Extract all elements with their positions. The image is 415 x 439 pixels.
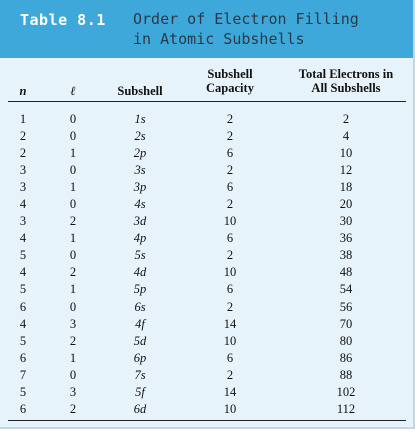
header-capacity [180, 67, 280, 95]
cell-subshell: 3d [133, 214, 147, 229]
cell-capacity: 10 [223, 214, 237, 229]
cell-capacity: 2 [226, 129, 234, 144]
cell-l: 0 [69, 299, 77, 314]
table-number: Table 8.1 [20, 11, 106, 29]
cell-subshell: 2s [134, 129, 146, 144]
cell-n: 4 [19, 231, 27, 246]
table-title-line-2: in Atomic Subshells [133, 30, 305, 48]
cell-n: 4 [19, 197, 27, 212]
cell-subshell: 4p [133, 231, 147, 246]
table-title-line-1: Order of Electron Filling [133, 10, 359, 28]
cell-subshell: 5s [134, 248, 146, 263]
cell-n: 2 [19, 146, 27, 161]
table-row [0, 281, 413, 298]
cell-n: 4 [19, 316, 27, 331]
cell-capacity: 2 [226, 299, 234, 314]
cell-total: 2 [342, 112, 350, 126]
table-row [0, 111, 413, 128]
cell-capacity: 2 [226, 367, 234, 382]
header-subshell: Subshell [117, 84, 163, 98]
header-rule [8, 101, 406, 102]
cell-total: 56 [339, 299, 353, 314]
cell-l: 1 [69, 231, 77, 246]
cell-n: 1 [19, 112, 27, 126]
cell-subshell: 6s [134, 299, 146, 314]
cell-n: 6 [19, 299, 27, 314]
cell-n: 5 [19, 248, 27, 263]
cell-total: 20 [339, 197, 353, 212]
cell-capacity: 6 [226, 350, 234, 365]
cell-capacity: 2 [226, 248, 234, 263]
cell-capacity: 10 [223, 401, 237, 416]
header-n: n [19, 84, 27, 98]
cell-l: 2 [69, 333, 77, 348]
cell-total: 38 [339, 248, 353, 263]
table-title [133, 9, 403, 49]
table-row [0, 196, 413, 213]
cell-l: 1 [69, 350, 77, 365]
table-row [0, 367, 413, 384]
cell-capacity: 6 [226, 146, 234, 161]
table-row [0, 401, 413, 418]
cell-capacity: 14 [223, 384, 237, 399]
table-row [0, 213, 413, 230]
table-row [0, 384, 413, 401]
cell-l: 1 [69, 146, 77, 161]
cell-capacity: 6 [226, 180, 234, 195]
header-capacity-line-2: Capacity [206, 81, 254, 95]
cell-capacity: 6 [226, 231, 234, 246]
cell-total: 30 [339, 214, 353, 229]
cell-total: 36 [339, 231, 353, 246]
cell-l: 1 [69, 180, 77, 195]
cell-subshell: 5f [135, 384, 145, 399]
header-capacity-line-1: Subshell [207, 67, 253, 81]
cell-n: 3 [19, 214, 27, 229]
cell-subshell: 3p [133, 180, 147, 195]
cell-l: 0 [69, 367, 77, 382]
cell-total: 102 [336, 384, 356, 399]
cell-total: 48 [339, 265, 353, 280]
table-body [0, 111, 413, 418]
cell-l: 0 [69, 129, 77, 144]
cell-l: 0 [69, 248, 77, 263]
cell-n: 6 [19, 350, 27, 365]
cell-l: 0 [69, 197, 77, 212]
cell-l: 3 [69, 384, 77, 399]
cell-n: 5 [19, 333, 27, 348]
cell-n: 4 [19, 265, 27, 280]
table-row [0, 162, 413, 179]
cell-n: 6 [19, 401, 27, 416]
cell-capacity: 10 [223, 333, 237, 348]
cell-subshell: 2p [133, 146, 147, 161]
table-row [0, 264, 413, 281]
cell-l: 0 [69, 112, 77, 126]
cell-n: 5 [19, 282, 27, 297]
cell-subshell: 5d [133, 333, 147, 348]
header-total [284, 67, 408, 95]
cell-n: 3 [19, 163, 27, 178]
cell-total: 80 [339, 333, 353, 348]
cell-total: 88 [339, 367, 353, 382]
table-row [0, 350, 413, 367]
cell-capacity: 2 [226, 163, 234, 178]
table-row [0, 128, 413, 145]
footer-rule [8, 420, 406, 421]
cell-subshell: 4f [135, 316, 145, 331]
cell-subshell: 4d [133, 265, 147, 280]
cell-n: 5 [19, 384, 27, 399]
cell-l: 2 [69, 401, 77, 416]
cell-l: 2 [69, 265, 77, 280]
table-row [0, 333, 413, 350]
table-row [0, 316, 413, 333]
table-row [0, 299, 413, 316]
cell-subshell: 1s [134, 112, 146, 126]
cell-subshell: 6p [133, 350, 147, 365]
cell-total: 4 [342, 129, 350, 144]
cell-capacity: 2 [226, 112, 234, 126]
cell-subshell: 3s [134, 163, 146, 178]
table-row [0, 179, 413, 196]
cell-l: 1 [69, 282, 77, 297]
table-row [0, 230, 413, 247]
cell-capacity: 14 [223, 316, 237, 331]
table-row [0, 247, 413, 264]
cell-n: 7 [19, 367, 27, 382]
cell-subshell: 5p [133, 282, 147, 297]
cell-total: 112 [336, 401, 356, 416]
header-total-line-2: All Subshells [311, 81, 381, 95]
cell-total: 70 [339, 316, 353, 331]
cell-total: 10 [339, 146, 353, 161]
cell-l: 0 [69, 163, 77, 178]
cell-subshell: 7s [134, 367, 146, 382]
cell-subshell: 6d [133, 401, 147, 416]
header-l: ℓ [70, 84, 76, 98]
cell-l: 2 [69, 214, 77, 229]
cell-total: 54 [339, 282, 353, 297]
table-title-bar [0, 0, 413, 58]
cell-capacity: 10 [223, 265, 237, 280]
cell-capacity: 2 [226, 197, 234, 212]
cell-total: 12 [339, 163, 353, 178]
cell-total: 86 [339, 350, 353, 365]
cell-n: 2 [19, 129, 27, 144]
cell-capacity: 6 [226, 282, 234, 297]
cell-total: 18 [339, 180, 353, 195]
cell-subshell: 4s [134, 197, 146, 212]
table-row [0, 145, 413, 162]
cell-l: 3 [69, 316, 77, 331]
cell-n: 3 [19, 180, 27, 195]
header-total-line-1: Total Electrons in [298, 67, 394, 81]
